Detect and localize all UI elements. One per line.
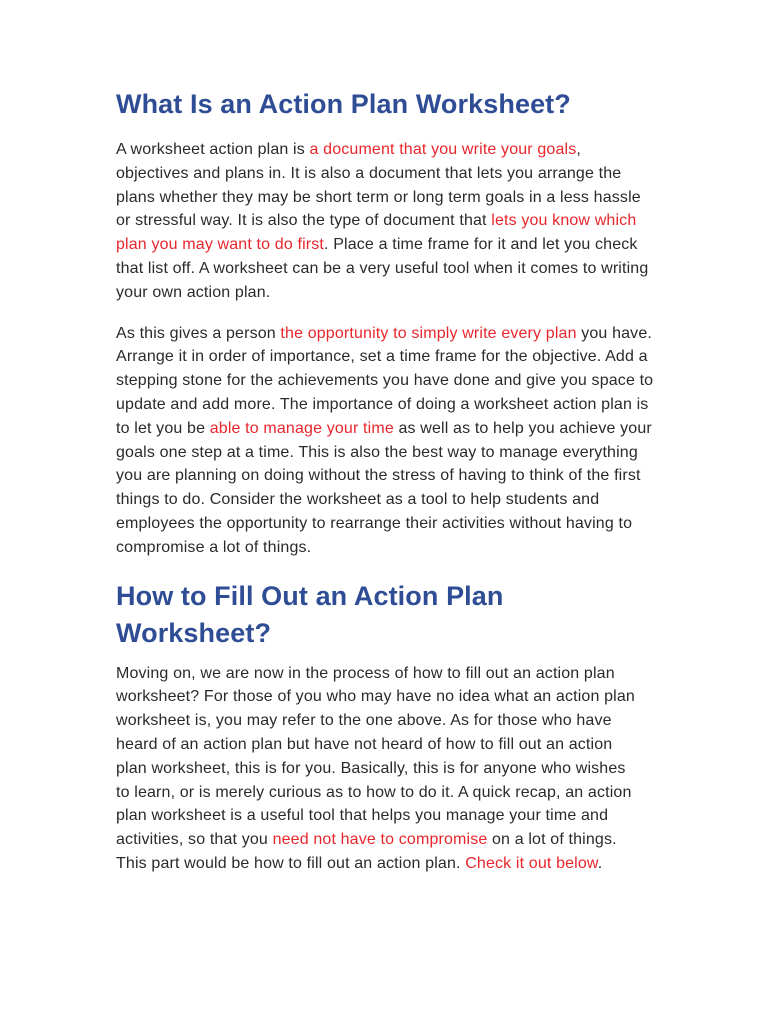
section-heading-what-is: What Is an Action Plan Worksheet? [116,89,571,119]
text-run: on a lot of things. This part would be how to fill out an action plan. [116,831,617,872]
text-run: . [597,854,603,872]
text-run: A worksheet action plan is [116,141,310,158]
link-which-plan-first[interactable]: lets you know which plan you may want to do first [116,212,637,254]
link-need-not-compromise[interactable]: need not have to compromise [272,831,488,849]
text-run: you have. Arrange it in order of importance, set a time frame for the objective. Add a stepping stone for the achievements you have done and give you space to update and add more. The importance of doing a worksheet action plan is to let you be [116,324,654,437]
paragraph-benefits [116,322,656,560]
text-run: . Place a time frame for it and let you check that list off. A worksheet can be a very useful tool when it comes to writing your own action plan. [116,236,649,301]
link-document-goals[interactable]: a document that you write your goals [309,141,577,158]
link-manage-time[interactable]: able to manage your time [209,419,394,437]
section-heading-how-to-fill: How to Fill Out an Action Plan Worksheet? [116,580,504,648]
text-run: as well as to help you achieve your goals one step at a time. This is also the best way to manage everything you are planning on doing without the stress of having to think of the first things to do. Consider the worksheet as a tool to help students and employees the opportunity to rearrange their activities without having to compromise a lot of things. [116,419,652,556]
text-run: Moving on, we are now in the process of how to fill out an action plan worksheet? For those of you who may have no idea what an action plan worksheet is, you may refer to the one above. As for those who have heard of an action plan but have not heard of how to fill out an action plan worksheet, this is for you. Basically, this is for anyone who wishes to learn, or is merely curious as to how to do it. A quick recap, an action plan worksheet is a useful tool that helps you manage your time and activities, so that you [116,664,635,849]
link-opportunity-write-plan[interactable]: the opportunity to simply write every plan [280,324,577,342]
link-check-it-out[interactable]: Check it out below [465,854,598,872]
text-run: , objectives and plans in. It is also a document that lets you arrange the plans whether they may be short term or long term goals in a less hassle or stressful way. It is also the type of document that [116,141,641,230]
document-page [116,84,656,893]
text-run: As this gives a person [116,324,281,342]
paragraph-definition [116,138,656,305]
paragraph-how-to-fill [116,662,636,876]
